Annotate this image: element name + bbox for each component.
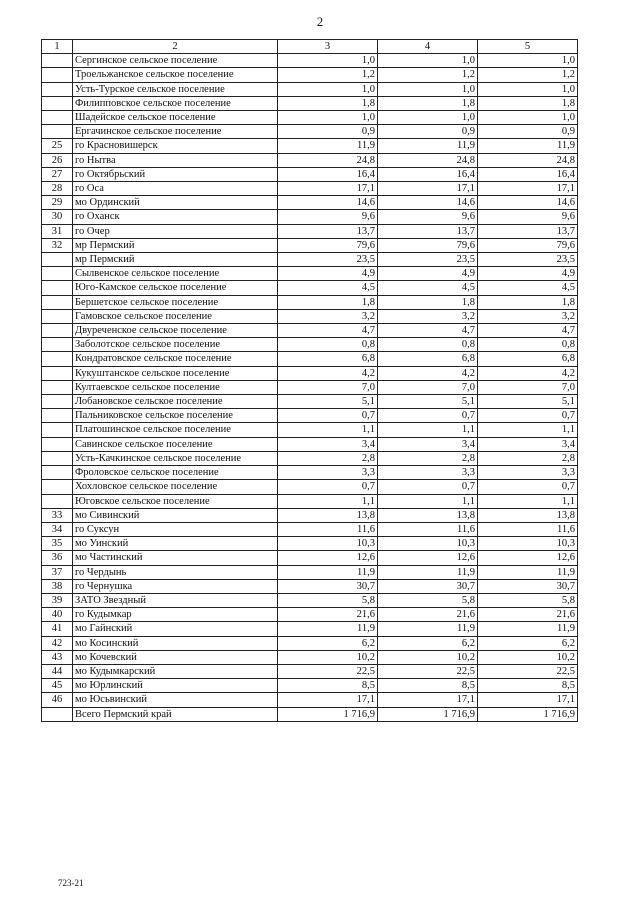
row-number [42,82,73,96]
row-number [42,437,73,451]
table-row [42,68,578,82]
distribution-table [41,39,578,722]
row-number [42,309,73,323]
table-row [42,196,578,210]
value-col5: 30,7 [478,579,578,593]
table-row [42,338,578,352]
table-row [42,309,578,323]
row-number: 40 [42,608,73,622]
municipality-name: го Очер [73,224,278,238]
value-col5: 6,2 [478,636,578,650]
value-col3: 7,0 [278,380,378,394]
value-col4: 17,1 [378,182,478,196]
row-number: 43 [42,650,73,664]
row-number: 35 [42,537,73,551]
value-col5: 8,5 [478,679,578,693]
value-col5: 0,7 [478,409,578,423]
table-row [42,522,578,536]
value-col3: 11,9 [278,139,378,153]
row-number: 34 [42,522,73,536]
value-col3: 3,2 [278,309,378,323]
row-number [42,96,73,110]
row-number [42,395,73,409]
table-row [42,480,578,494]
value-col5: 4,9 [478,267,578,281]
column-header-3: 3 [278,40,378,54]
municipality-name: Пальниковское сельское поселение [73,409,278,423]
value-col3: 23,5 [278,253,378,267]
municipality-name: мо Кудымкарский [73,664,278,678]
table-row [42,608,578,622]
row-number [42,324,73,338]
value-col3: 16,4 [278,167,378,181]
row-number [42,409,73,423]
row-number: 32 [42,238,73,252]
table-row [42,224,578,238]
column-header-2: 2 [73,40,278,54]
value-col3: 13,8 [278,508,378,522]
table-row [42,281,578,295]
value-col3: 1,0 [278,82,378,96]
value-col4: 1,2 [378,68,478,82]
table-row [42,423,578,437]
value-col3: 4,5 [278,281,378,295]
value-col3: 1,1 [278,423,378,437]
value-col4: 1,8 [378,96,478,110]
value-col3: 0,9 [278,125,378,139]
value-col4: 2,8 [378,451,478,465]
value-col3: 0,7 [278,480,378,494]
municipality-name: мр Пермский [73,238,278,252]
value-col5: 1,0 [478,111,578,125]
value-col4: 0,8 [378,338,478,352]
value-col5: 1,2 [478,68,578,82]
municipality-name: мо Сивинский [73,508,278,522]
row-number [42,451,73,465]
municipality-name: го Октябрьский [73,167,278,181]
value-col4: 17,1 [378,693,478,707]
table-row [42,366,578,380]
value-col4: 3,4 [378,437,478,451]
municipality-name: мо Юсьвинский [73,693,278,707]
table-row [42,693,578,707]
value-col3: 0,8 [278,338,378,352]
row-number: 26 [42,153,73,167]
value-col3: 1,2 [278,68,378,82]
value-col4: 13,8 [378,508,478,522]
row-number [42,480,73,494]
value-col3: 11,6 [278,522,378,536]
row-number [42,295,73,309]
value-col5: 22,5 [478,664,578,678]
value-col4: 12,6 [378,551,478,565]
value-col5: 13,7 [478,224,578,238]
value-col4: 1,0 [378,54,478,68]
value-col4: 4,7 [378,324,478,338]
value-col3: 1,0 [278,111,378,125]
value-col3: 22,5 [278,664,378,678]
value-col4: 24,8 [378,153,478,167]
value-col5: 2,8 [478,451,578,465]
table-row [42,437,578,451]
municipality-name: го Оханск [73,210,278,224]
value-col5: 3,4 [478,437,578,451]
value-col5: 9,6 [478,210,578,224]
row-number: 27 [42,167,73,181]
value-col4: 6,8 [378,352,478,366]
value-col3: 30,7 [278,579,378,593]
municipality-name: Юговское сельское поселение [73,494,278,508]
page-number: 2 [316,14,324,29]
municipality-name: Сылвенское сельское поселение [73,267,278,281]
value-col3: 21,6 [278,608,378,622]
table-row [42,466,578,480]
value-col4: 4,2 [378,366,478,380]
value-col3: 13,7 [278,224,378,238]
document-code: 723-21 [58,878,84,888]
value-col4: 1,0 [378,82,478,96]
municipality-name: го Красновишерск [73,139,278,153]
row-number: 38 [42,579,73,593]
value-col3: 6,8 [278,352,378,366]
value-col4: 30,7 [378,579,478,593]
table-row [42,153,578,167]
value-col4: 23,5 [378,253,478,267]
row-number: 44 [42,664,73,678]
row-number [42,338,73,352]
row-number [42,54,73,68]
table-row [42,238,578,252]
row-number [42,707,73,721]
value-col4: 11,6 [378,522,478,536]
value-col3: 11,9 [278,565,378,579]
municipality-name: мо Ординский [73,196,278,210]
value-col3: 1,8 [278,96,378,110]
value-col3: 6,2 [278,636,378,650]
value-col4: 79,6 [378,238,478,252]
value-col3: 17,1 [278,182,378,196]
value-col4: 10,3 [378,537,478,551]
value-col3: 12,6 [278,551,378,565]
table-row [42,352,578,366]
row-number [42,423,73,437]
value-col3: 3,4 [278,437,378,451]
value-col4: 0,9 [378,125,478,139]
row-number: 41 [42,622,73,636]
municipality-name: мо Косинский [73,636,278,650]
table-row [42,111,578,125]
table-row [42,409,578,423]
row-number: 37 [42,565,73,579]
value-col5: 3,3 [478,466,578,480]
value-col5: 1 716,9 [478,707,578,721]
value-col5: 11,6 [478,522,578,536]
value-col4: 7,0 [378,380,478,394]
value-col5: 1,0 [478,54,578,68]
column-header-5: 5 [478,40,578,54]
row-number: 36 [42,551,73,565]
municipality-name: го Оса [73,182,278,196]
value-col5: 21,6 [478,608,578,622]
value-col3: 79,6 [278,238,378,252]
municipality-name: Юго-Камское сельское поселение [73,281,278,295]
value-col4: 1,0 [378,111,478,125]
value-col4: 9,6 [378,210,478,224]
value-col5: 5,1 [478,395,578,409]
row-number: 29 [42,196,73,210]
municipality-name: Троельжанское сельское поселение [73,68,278,82]
table-header-row [42,40,578,54]
value-col4: 1,1 [378,494,478,508]
municipality-name: Усть-Турское сельское поселение [73,82,278,96]
value-col4: 8,5 [378,679,478,693]
value-col5: 0,7 [478,480,578,494]
value-col3: 4,2 [278,366,378,380]
table-row [42,210,578,224]
value-col5: 1,1 [478,494,578,508]
municipality-name: мр Пермский [73,253,278,267]
table-row [42,253,578,267]
value-col5: 10,3 [478,537,578,551]
value-col5: 79,6 [478,238,578,252]
row-number [42,380,73,394]
row-number: 45 [42,679,73,693]
table-row [42,679,578,693]
value-col4: 1,1 [378,423,478,437]
value-col4: 14,6 [378,196,478,210]
value-col4: 21,6 [378,608,478,622]
municipality-name: Всего Пермский край [73,707,278,721]
row-number [42,466,73,480]
row-number: 30 [42,210,73,224]
table-row [42,324,578,338]
row-number [42,366,73,380]
value-col4: 11,9 [378,139,478,153]
table-row [42,267,578,281]
municipality-name: Филипповское сельское поселение [73,96,278,110]
row-number: 46 [42,693,73,707]
table-row [42,579,578,593]
value-col4: 0,7 [378,409,478,423]
value-col4: 1 716,9 [378,707,478,721]
table-row [42,508,578,522]
municipality-name: Заболотское сельское поселение [73,338,278,352]
table-row [42,537,578,551]
value-col3: 5,8 [278,593,378,607]
value-col4: 3,3 [378,466,478,480]
value-col3: 10,3 [278,537,378,551]
value-col5: 5,8 [478,593,578,607]
table-row [42,565,578,579]
municipality-name: мо Уинский [73,537,278,551]
value-col5: 1,0 [478,82,578,96]
value-col3: 5,1 [278,395,378,409]
value-col5: 11,9 [478,139,578,153]
value-col3: 17,1 [278,693,378,707]
municipality-name: го Чернушка [73,579,278,593]
value-col3: 8,5 [278,679,378,693]
municipality-name: Лобановское сельское поселение [73,395,278,409]
value-col3: 1,0 [278,54,378,68]
row-number: 39 [42,593,73,607]
value-col4: 22,5 [378,664,478,678]
municipality-name: Усть-Качкинское сельское поселение [73,451,278,465]
value-col3: 24,8 [278,153,378,167]
table-row [42,451,578,465]
municipality-name: Бершетское сельское поселение [73,295,278,309]
value-col4: 1,8 [378,295,478,309]
municipality-name: Хохловское сельское поселение [73,480,278,494]
table-row [42,125,578,139]
value-col4: 13,7 [378,224,478,238]
value-col3: 10,2 [278,650,378,664]
value-col5: 1,8 [478,96,578,110]
value-col3: 2,8 [278,451,378,465]
municipality-name: Култаевское сельское поселение [73,380,278,394]
municipality-name: Кукуштанское сельское поселение [73,366,278,380]
value-col4: 11,9 [378,622,478,636]
value-col5: 3,2 [478,309,578,323]
value-col5: 7,0 [478,380,578,394]
value-col4: 11,9 [378,565,478,579]
value-col4: 10,2 [378,650,478,664]
row-number [42,281,73,295]
municipality-name: Платошинское сельское поселение [73,423,278,437]
value-col5: 13,8 [478,508,578,522]
table-row [42,167,578,181]
table-row [42,82,578,96]
value-col4: 0,7 [378,480,478,494]
municipality-name: мо Юрлинский [73,679,278,693]
value-col5: 11,9 [478,565,578,579]
row-number [42,253,73,267]
table-row [42,622,578,636]
row-number [42,111,73,125]
municipality-name: ЗАТО Звездный [73,593,278,607]
row-number [42,68,73,82]
value-col3: 1,1 [278,494,378,508]
municipality-name: мо Кочевский [73,650,278,664]
table-row [42,96,578,110]
table-row [42,182,578,196]
municipality-name: Фроловское сельское поселение [73,466,278,480]
row-number: 28 [42,182,73,196]
row-number: 42 [42,636,73,650]
value-col4: 6,2 [378,636,478,650]
municipality-name: мо Гайнский [73,622,278,636]
value-col5: 16,4 [478,167,578,181]
row-number [42,267,73,281]
value-col5: 24,8 [478,153,578,167]
value-col3: 1,8 [278,295,378,309]
column-header-4: 4 [378,40,478,54]
value-col5: 4,7 [478,324,578,338]
municipality-name: го Кудымкар [73,608,278,622]
value-col5: 17,1 [478,693,578,707]
value-col5: 11,9 [478,622,578,636]
value-col3: 3,3 [278,466,378,480]
value-col5: 10,2 [478,650,578,664]
table-row [42,707,578,721]
value-col5: 14,6 [478,196,578,210]
row-number: 25 [42,139,73,153]
value-col4: 4,5 [378,281,478,295]
municipality-name: Сергинское сельское поселение [73,54,278,68]
table-row [42,636,578,650]
value-col3: 4,9 [278,267,378,281]
value-col4: 5,8 [378,593,478,607]
table-row [42,664,578,678]
value-col4: 5,1 [378,395,478,409]
row-number [42,352,73,366]
municipality-name: Двуреченское сельское поселение [73,324,278,338]
value-col5: 4,5 [478,281,578,295]
municipality-name: Ергачинское сельское поселение [73,125,278,139]
table-row [42,139,578,153]
row-number: 31 [42,224,73,238]
table-row [42,380,578,394]
municipality-name: го Суксун [73,522,278,536]
column-header-1: 1 [42,40,73,54]
municipality-name: мо Частинский [73,551,278,565]
municipality-name: Савинское сельское поселение [73,437,278,451]
table-row [42,551,578,565]
value-col3: 11,9 [278,622,378,636]
value-col5: 1,1 [478,423,578,437]
table-row [42,295,578,309]
value-col5: 23,5 [478,253,578,267]
municipality-name: го Нытва [73,153,278,167]
row-number: 33 [42,508,73,522]
table-row [42,54,578,68]
value-col4: 3,2 [378,309,478,323]
value-col5: 12,6 [478,551,578,565]
municipality-name: Гамовское сельское поселение [73,309,278,323]
value-col3: 0,7 [278,409,378,423]
table-body [42,54,578,722]
table-row [42,650,578,664]
municipality-name: го Чердынь [73,565,278,579]
municipality-name: Шадейское сельское поселение [73,111,278,125]
table-row [42,395,578,409]
table-row [42,494,578,508]
value-col3: 4,7 [278,324,378,338]
value-col4: 16,4 [378,167,478,181]
value-col3: 14,6 [278,196,378,210]
row-number [42,494,73,508]
row-number [42,125,73,139]
municipality-name: Кондратовское сельское поселение [73,352,278,366]
value-col5: 17,1 [478,182,578,196]
table-row [42,593,578,607]
value-col3: 1 716,9 [278,707,378,721]
value-col5: 4,2 [478,366,578,380]
value-col5: 0,8 [478,338,578,352]
value-col5: 0,9 [478,125,578,139]
value-col5: 1,8 [478,295,578,309]
value-col4: 4,9 [378,267,478,281]
value-col5: 6,8 [478,352,578,366]
value-col3: 9,6 [278,210,378,224]
